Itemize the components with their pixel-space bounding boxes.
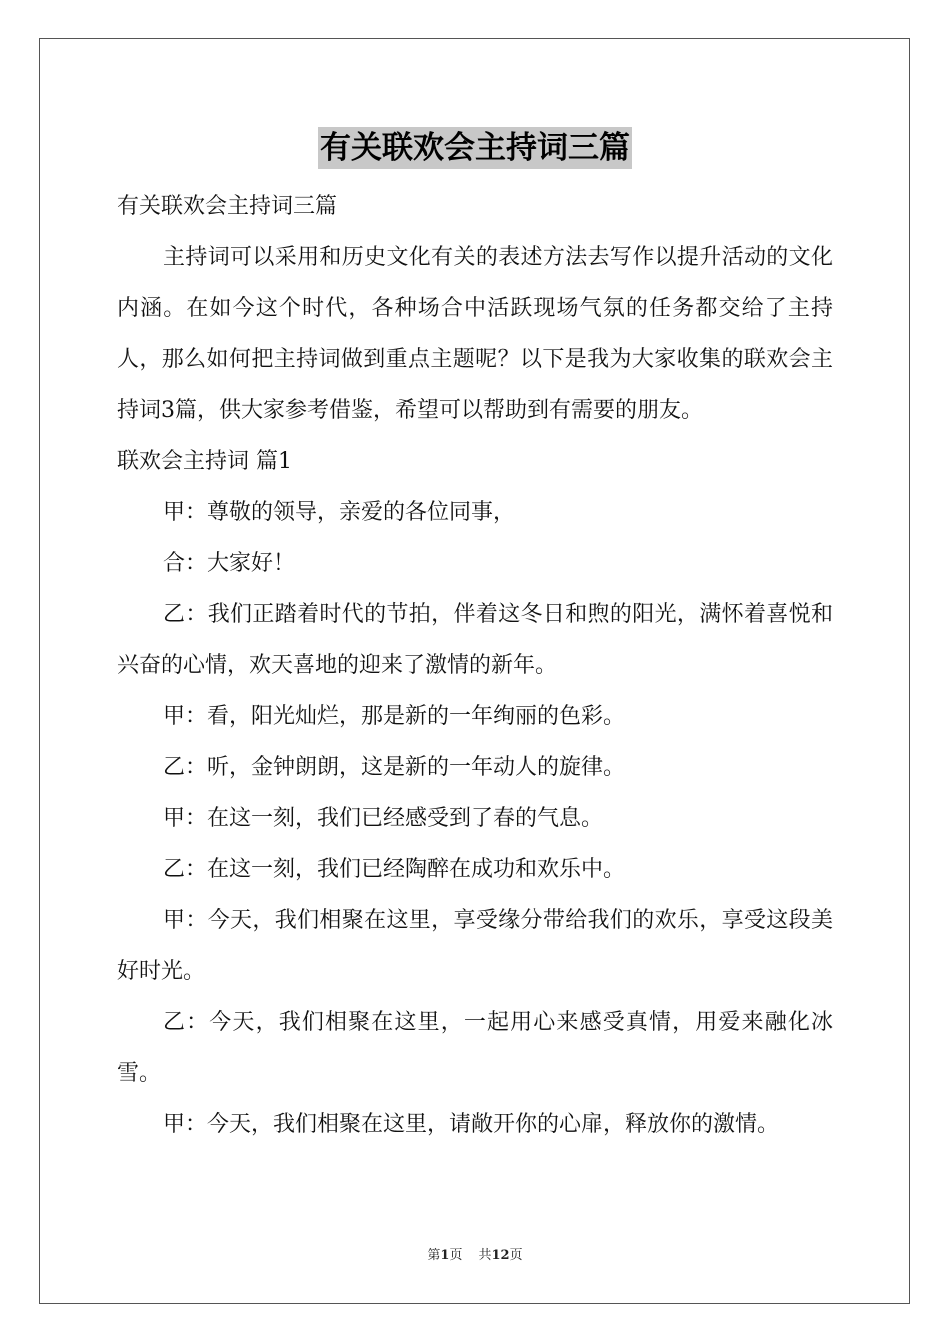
- page-footer: [0, 1244, 950, 1263]
- paragraph: 主持词可以采用和历史文化有关的表述方法去写作以提升活动的文化内涵。在如今这个时代，各种场合中活跃现场气氛的任务都交给了主持人，那么如何把主持词做到重点主题呢？以下是我为大家收集的联欢会主持词3篇，供大家参考借鉴，希望可以帮助到有需要的朋友。: [117, 245, 833, 423]
- total-prefix: 共: [478, 1248, 492, 1263]
- paragraph: 甲：今天，我们相聚在这里，享受缘分带给我们的欢乐，享受这段美好时光。: [117, 908, 833, 984]
- paragraph: 甲：尊敬的领导，亲爱的各位同事，: [163, 500, 516, 525]
- page-prefix: 第: [427, 1248, 441, 1263]
- document-body: [117, 181, 833, 1150]
- document-title: 有关联欢会主持词三篇: [318, 127, 632, 169]
- paragraph: 乙：听，金钟朗朗，这是新的一年动人的旋律。: [163, 755, 626, 780]
- paragraph: 乙：今天，我们相聚在这里，一起用心来感受真情，用爱来融化冰雪。: [117, 1010, 833, 1086]
- paragraph: 合：大家好！: [163, 551, 296, 576]
- paragraph: 甲：今天，我们相聚在这里，请敞开你的心扉，释放你的激情。: [163, 1112, 780, 1137]
- total-pages: 12: [491, 1248, 510, 1263]
- page-number: 1: [440, 1248, 450, 1263]
- title-container: [0, 127, 950, 169]
- page-suffix: 页: [449, 1248, 463, 1263]
- total-suffix: 页: [509, 1248, 523, 1263]
- paragraph: 甲：看，阳光灿烂，那是新的一年绚丽的色彩。: [163, 704, 626, 729]
- paragraph: 有关联欢会主持词三篇: [117, 194, 338, 219]
- paragraph: 乙：在这一刻，我们已经陶醉在成功和欢乐中。: [163, 857, 626, 882]
- paragraph: 乙：我们正踏着时代的节拍，伴着这冬日和煦的阳光，满怀着喜悦和兴奋的心情，欢天喜地的迎来了激情的新年。: [117, 602, 833, 678]
- paragraph: 甲：在这一刻，我们已经感受到了春的气息。: [163, 806, 604, 831]
- paragraph: 联欢会主持词 篇1: [117, 449, 292, 474]
